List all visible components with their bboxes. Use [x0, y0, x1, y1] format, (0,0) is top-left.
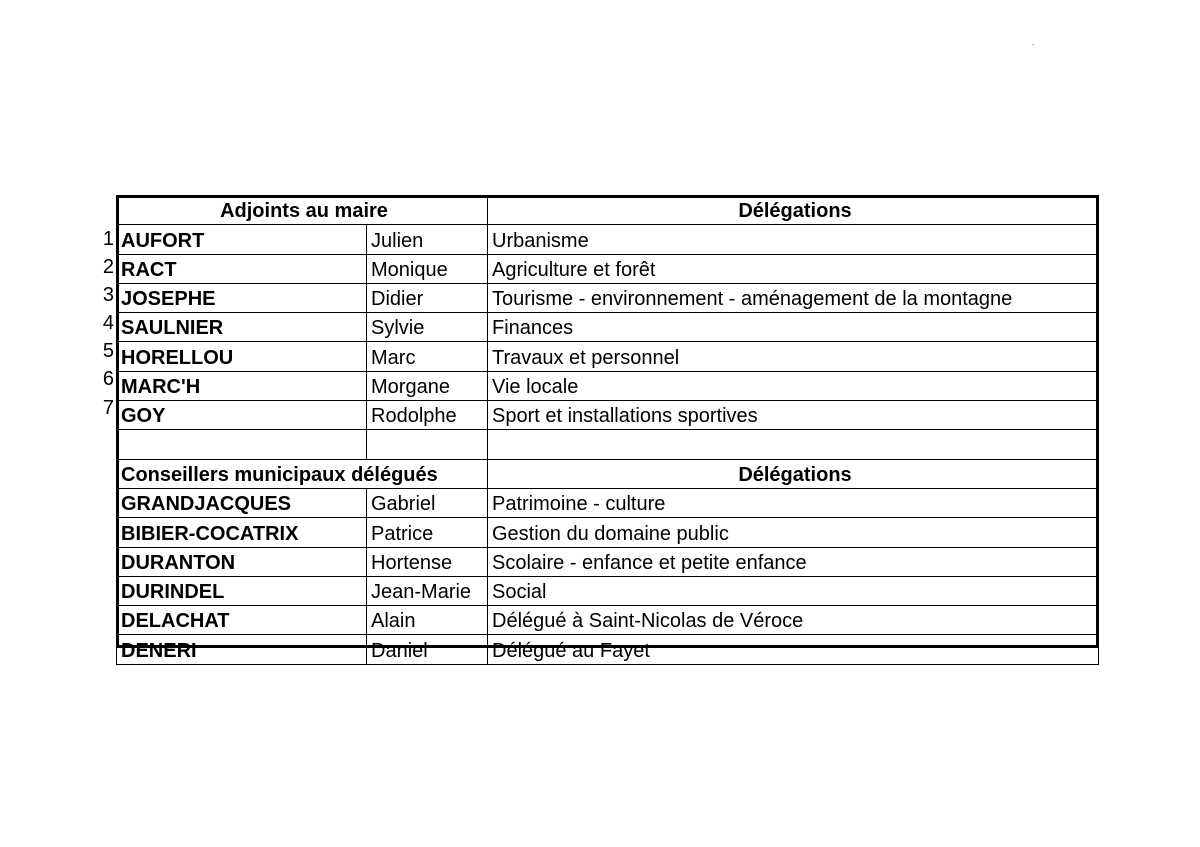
last-name-cell: SAULNIER: [117, 313, 367, 342]
last-name-cell: MARC'H: [117, 371, 367, 400]
row-number: 1: [102, 228, 114, 250]
first-name-cell: Monique: [367, 254, 488, 283]
first-name-cell: Sylvie: [367, 313, 488, 342]
last-name-cell: JOSEPHE: [117, 283, 367, 312]
row-number: 2: [102, 256, 114, 278]
delegation-cell: Délégué au Fayet: [488, 635, 1099, 664]
last-name-cell: GRANDJACQUES: [117, 488, 367, 517]
first-name-cell: Julien: [367, 225, 488, 254]
last-name-cell: RACT: [117, 254, 367, 283]
row-number: 3: [102, 284, 114, 306]
first-name-cell: Daniel: [367, 635, 488, 664]
first-name-cell: Alain: [367, 606, 488, 635]
delegation-cell: Gestion du domaine public: [488, 518, 1099, 547]
last-name-cell: DURINDEL: [117, 576, 367, 605]
delegation-cell: Social: [488, 576, 1099, 605]
first-name-cell: Hortense: [367, 547, 488, 576]
delegation-cell: Travaux et personnel: [488, 342, 1099, 371]
last-name-cell: AUFORT: [117, 225, 367, 254]
delegation-cell: Tourisme - environnement - aménagement de la montagne: [488, 283, 1099, 312]
conseillers-header: Conseillers municipaux délégués: [117, 459, 488, 488]
first-name-cell: Morgane: [367, 371, 488, 400]
delegations-header: Délégations: [488, 459, 1099, 488]
last-name-cell: DELACHAT: [117, 606, 367, 635]
delegation-cell: Sport et installations sportives: [488, 401, 1099, 430]
delegation-cell: Agriculture et forêt: [488, 254, 1099, 283]
first-name-cell: Marc: [367, 342, 488, 371]
table-outer-border: [116, 195, 1099, 648]
row-number: 4: [102, 312, 114, 334]
first-name-cell: Rodolphe: [367, 401, 488, 430]
scan-speck: [1032, 44, 1034, 45]
first-name-cell: Didier: [367, 283, 488, 312]
delegation-cell: Urbanisme: [488, 225, 1099, 254]
delegation-cell: Scolaire - enfance et petite enfance: [488, 547, 1099, 576]
delegation-cell: Délégué à Saint-Nicolas de Véroce: [488, 606, 1099, 635]
last-name-cell: DURANTON: [117, 547, 367, 576]
row-number: 7: [102, 397, 114, 419]
delegation-cell: Vie locale: [488, 371, 1099, 400]
row-number: 5: [102, 340, 114, 362]
first-name-cell: Gabriel: [367, 488, 488, 517]
last-name-cell: HORELLOU: [117, 342, 367, 371]
first-name-cell: Jean-Marie: [367, 576, 488, 605]
row-number: 6: [102, 368, 114, 390]
delegation-cell: Finances: [488, 313, 1099, 342]
last-name-cell: GOY: [117, 401, 367, 430]
last-name-cell: BIBIER-COCATRIX: [117, 518, 367, 547]
first-name-cell: Patrice: [367, 518, 488, 547]
delegations-header: Délégations: [488, 196, 1099, 225]
adjoints-header: Adjoints au maire: [117, 196, 488, 225]
delegation-cell: Patrimoine - culture: [488, 488, 1099, 517]
last-name-cell: DENERI: [117, 635, 367, 664]
